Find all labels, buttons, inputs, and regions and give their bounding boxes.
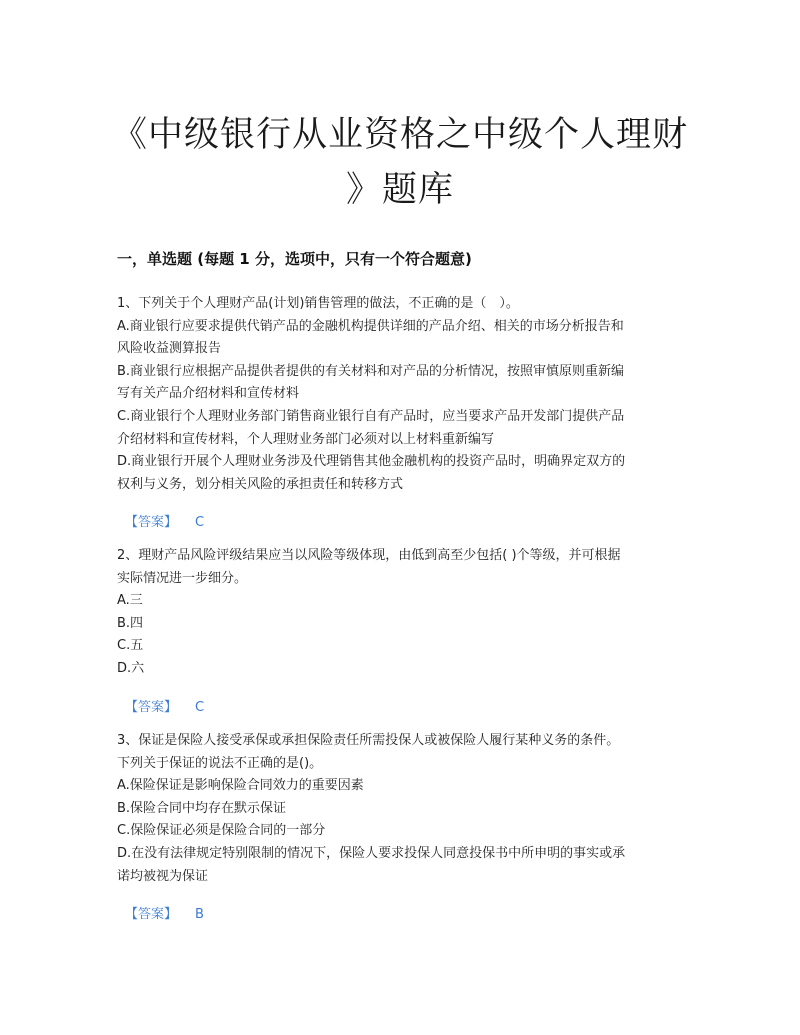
- answer-label: 【答案】: [125, 515, 178, 530]
- answer-2: [125, 696, 204, 715]
- document-title: [0, 108, 800, 218]
- option-line: D.六: [117, 660, 145, 676]
- answer-value: B: [195, 907, 204, 922]
- option-line: A.保险保证是影响保险合同效力的重要因素: [117, 778, 364, 794]
- answer-value: C: [195, 700, 205, 715]
- option-line: 诺均被视为保证: [117, 868, 209, 884]
- question-text-line: 实际情况进一步细分。: [117, 570, 248, 586]
- option-line: A.商业银行应要求提供代销产品的金融机构提供详细的产品介绍、相关的市场分析报告和: [117, 318, 624, 334]
- title-line-2: 》题库: [345, 170, 454, 210]
- option-line: B.商业银行应根据产品提供者提供的有关材料和对产品的分析情况，按照审慎原则重新编: [117, 363, 625, 379]
- option-line: B.四: [117, 615, 144, 631]
- answer-label: 【答案】: [125, 700, 178, 715]
- option-line: 介绍材料和宣传材料，个人理财业务部门必须对以上材料重新编写: [117, 431, 495, 447]
- option-line: C.商业银行个人理财业务部门销售商业银行自有产品时，应当要求产品开发部门提供产品: [117, 408, 625, 424]
- option-line: 写有关产品介绍材料和宣传材料: [117, 386, 300, 402]
- option-line: C.五: [117, 638, 144, 654]
- answer-1: [125, 511, 204, 530]
- option-line: 风险收益测算报告: [117, 341, 222, 357]
- answer-value: C: [195, 515, 205, 530]
- option-line: A.三: [117, 593, 143, 609]
- question-3: [117, 730, 687, 888]
- question-text-line: 3、保证是保险人接受承保或承担保险责任所需投保人或被保险人履行某种义务的条件。: [117, 733, 620, 748]
- section-heading: 一，单选题 (每题 1 分，选项中，只有一个符合题意): [117, 250, 472, 268]
- question-1: [117, 293, 687, 496]
- question-text-line: 1、下列关于个人理财产品(计划)销售管理的做法，不正确的是（ ）。: [117, 296, 519, 311]
- title-line-1: 《中级银行从业资格之中级个人理财: [111, 115, 688, 155]
- question-2: [117, 545, 687, 681]
- option-line: D.在没有法律规定特别限制的情况下，保险人要求投保人同意投保书中所申明的事实或承: [117, 845, 626, 861]
- answer-label: 【答案】: [125, 907, 178, 922]
- option-line: 权利与义务，划分相关风险的承担责任和转移方式: [117, 476, 404, 492]
- option-line: C.保险保证必须是保险合同的一部分: [117, 823, 326, 839]
- question-text-line: 2、理财产品风险评级结果应当以风险等级体现，由低到高至少包括( )个等级，并可根据: [117, 548, 621, 563]
- answer-3: [125, 903, 204, 922]
- option-line: B.保险合同中均存在默示保证: [117, 800, 287, 816]
- question-text-line: 下列关于保证的说法不正确的是()。: [117, 755, 323, 771]
- option-line: D.商业银行开展个人理财业务涉及代理销售其他金融机构的投资产品时，明确界定双方的: [117, 454, 626, 470]
